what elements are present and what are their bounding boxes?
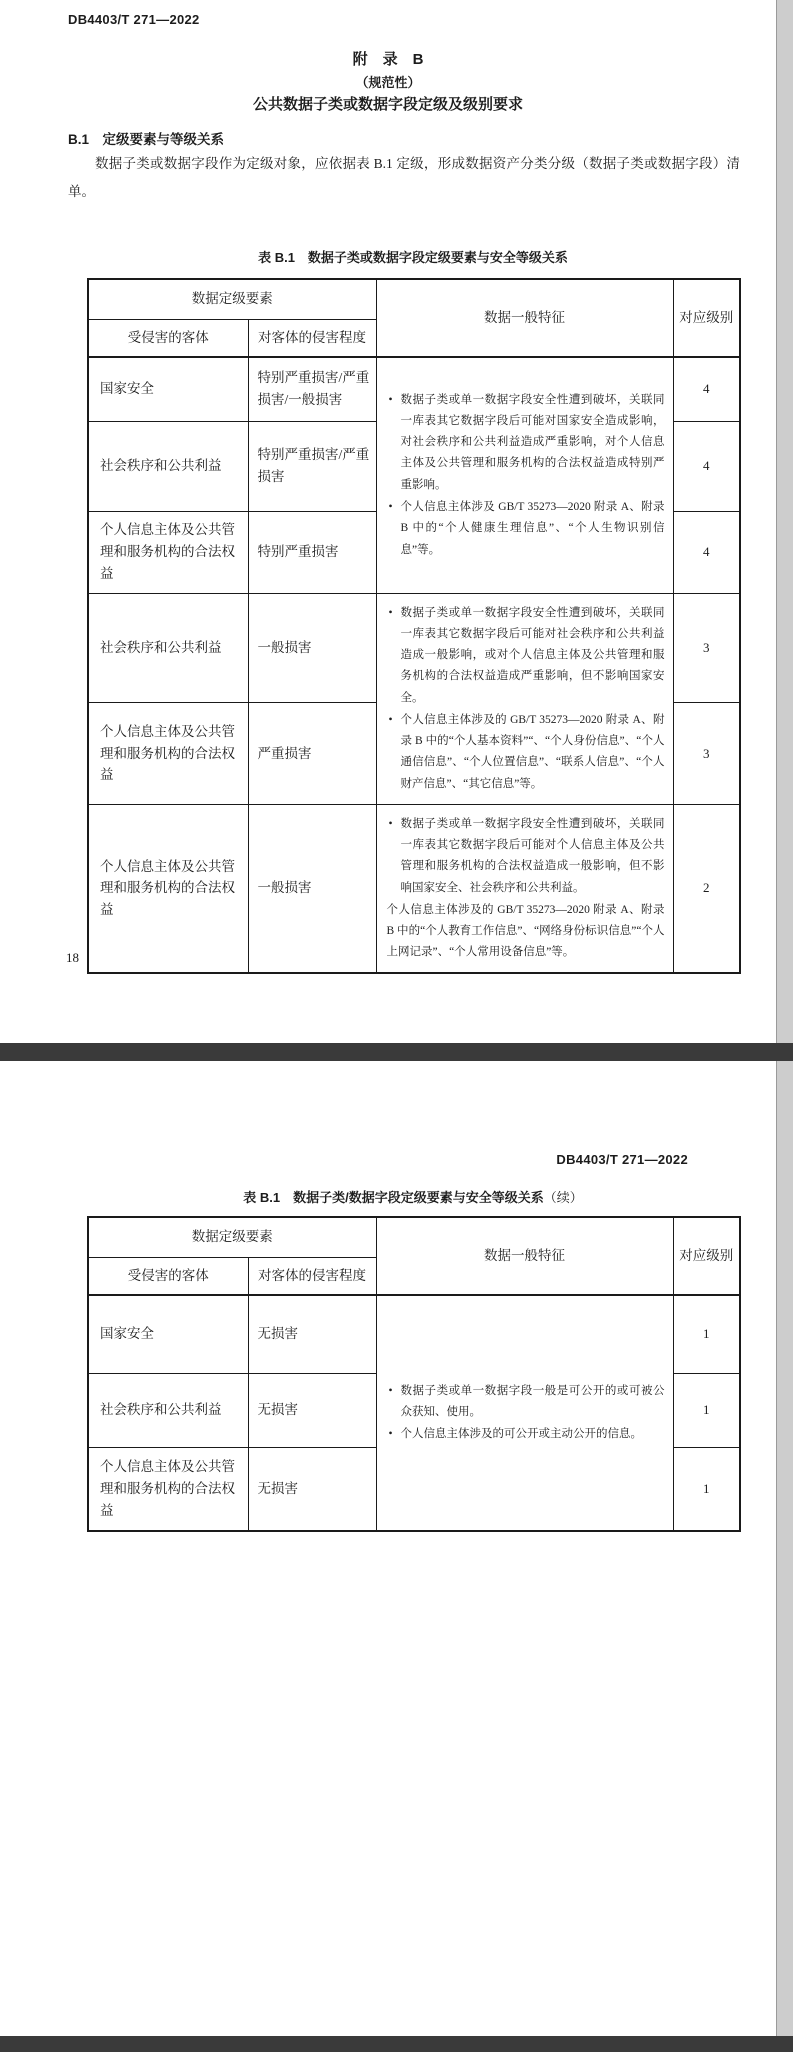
table-row <box>88 1295 740 1373</box>
feature-list <box>387 1381 665 1446</box>
cell-level: 1 <box>673 1447 740 1531</box>
section-heading-b1: B.1 定级要素与等级关系 <box>68 132 225 147</box>
cell-object: 个人信息主体及公共管理和服务机构的合法权益 <box>88 703 248 805</box>
cell-object: 个人信息主体及公共管理和服务机构的合法权益 <box>88 804 248 972</box>
table-caption-text: 表 B.1 数据子类或数据字段定级要素与安全等级关系 <box>258 250 568 265</box>
cell-level: 4 <box>673 421 740 511</box>
cell-level: 4 <box>673 511 740 593</box>
page-2 <box>0 1061 776 2036</box>
cell-object: 社会秩序和公共利益 <box>88 1373 248 1447</box>
cell-level: 3 <box>673 593 740 703</box>
table-row <box>88 357 740 421</box>
appendix-normative: （规范性） <box>355 75 421 90</box>
appendix-label: 附 录 B <box>352 51 424 68</box>
th-general-features: 数据一般特征 <box>376 279 673 357</box>
th-harmed-object: 受侵害的客体 <box>88 319 248 357</box>
cell-degree: 特别严重损害 <box>248 511 376 593</box>
feature-bullet: • 数据子类或单一数据字段安全性遭到破坏，关联同一库表其它数据字段后可能对社会秩序和公共利益造成一般影响，或对个人信息主体及公共管理和服务机构的合法权益造成严重影响，但不影响国家安全。 <box>387 603 665 709</box>
cell-degree: 无损害 <box>248 1295 376 1373</box>
cell-level: 1 <box>673 1295 740 1373</box>
cell-features <box>376 357 673 593</box>
table-caption-continued: （续） <box>543 1190 583 1205</box>
th-general-features: 数据一般特征 <box>376 1217 673 1295</box>
feature-list <box>387 390 665 561</box>
cell-object: 社会秩序和公共利益 <box>88 421 248 511</box>
cell-level: 4 <box>673 357 740 421</box>
th-grading-elements: 数据定级要素 <box>88 1217 376 1257</box>
doc-number-page1: DB4403/T 271—2022 <box>68 12 200 27</box>
th-harmed-object: 受侵害的客体 <box>88 1257 248 1295</box>
table-caption-text: 表 B.1 数据子类/数据字段定级要素与安全等级关系 <box>243 1190 544 1205</box>
cell-degree: 严重损害 <box>248 703 376 805</box>
cell-object: 国家安全 <box>88 1295 248 1373</box>
scrollbar-track[interactable] <box>776 0 793 2052</box>
th-harm-degree: 对客体的侵害程度 <box>248 1257 376 1295</box>
page-number: 18 <box>66 950 79 965</box>
cell-degree: 特别严重损害/严重损害/一般损害 <box>248 357 376 421</box>
table-row <box>88 804 740 972</box>
grading-table-page1 <box>87 278 741 974</box>
feature-list <box>387 814 665 899</box>
feature-bullet: • 个人信息主体涉及的 GB/T 35273—2020 附录 A、附录 B 中的“个人基本资料”“、“个人身份信息”、“个人通信信息”、“个人位置信息”、“联系人信息”、“个人财产信息”、“其它信息”等。 <box>387 710 665 795</box>
intro-paragraph: 数据子类或数据字段作为定级对象，应依据表 B.1 定级，形成数据资产分类分级（数据子类或数据字段）清单。 <box>68 156 740 199</box>
th-level: 对应级别 <box>673 1217 740 1295</box>
feature-bullet: • 个人信息主体涉及的可公开或主动公开的信息。 <box>387 1424 665 1445</box>
th-level: 对应级别 <box>673 279 740 357</box>
cell-object: 个人信息主体及公共管理和服务机构的合法权益 <box>88 511 248 593</box>
cell-features <box>376 1295 673 1531</box>
doc-number-page2: DB4403/T 271—2022 <box>556 1152 688 1167</box>
cell-features <box>376 804 673 972</box>
cell-level: 1 <box>673 1373 740 1447</box>
appendix-title: 公共数据子类或数据字段定级及级别要求 <box>252 96 523 113</box>
feature-bullet: • 数据子类或单一数据字段安全性遭到破坏，关联同一库表其它数据字段后可能对国家安全造成影响，对社会秩序和公共利益造成严重影响，对个人信息主体及公共管理和服务机构的合法权益造成特别严重影响。 <box>387 390 665 496</box>
cell-object: 个人信息主体及公共管理和服务机构的合法权益 <box>88 1447 248 1531</box>
cell-degree: 无损害 <box>248 1373 376 1447</box>
cell-features <box>376 593 673 804</box>
cell-degree: 一般损害 <box>248 804 376 972</box>
cell-object: 国家安全 <box>88 357 248 421</box>
bottom-bar <box>0 2036 793 2052</box>
page-1 <box>0 0 776 1043</box>
cell-level: 3 <box>673 703 740 805</box>
page-separator-bar <box>0 1043 793 1061</box>
feature-list <box>387 603 665 795</box>
feature-note: 个人信息主体涉及的 GB/T 35273—2020 附录 A、附录 B 中的“个人教育工作信息”、“网络身份标识信息”“个人上网记录”、“个人常用设备信息”等。 <box>386 903 665 959</box>
table-caption-page2 <box>87 1187 739 1206</box>
cell-degree: 一般损害 <box>248 593 376 703</box>
feature-bullet: • 个人信息主体涉及 GB/T 35273—2020 附录 A、附录 B 中的“个人健康生理信息”、“个人生物识别信息”等。 <box>387 497 665 561</box>
feature-bullet: • 数据子类或单一数据字段一般是可公开的或可被公众获知、使用。 <box>387 1381 665 1424</box>
cell-level: 2 <box>673 804 740 972</box>
cell-object: 社会秩序和公共利益 <box>88 593 248 703</box>
th-harm-degree: 对客体的侵害程度 <box>248 319 376 357</box>
table-row <box>88 593 740 703</box>
table-caption-page1 <box>87 247 739 266</box>
th-grading-elements: 数据定级要素 <box>88 279 376 319</box>
cell-degree: 特别严重损害/严重损害 <box>248 421 376 511</box>
grading-table-page2 <box>87 1216 741 1532</box>
feature-bullet: • 数据子类或单一数据字段安全性遭到破坏，关联同一库表其它数据字段后可能对个人信息主体及公共管理和服务机构的合法权益造成一般影响，但不影响国家安全、社会秩序和公共利益。 <box>387 814 665 899</box>
cell-degree: 无损害 <box>248 1447 376 1531</box>
